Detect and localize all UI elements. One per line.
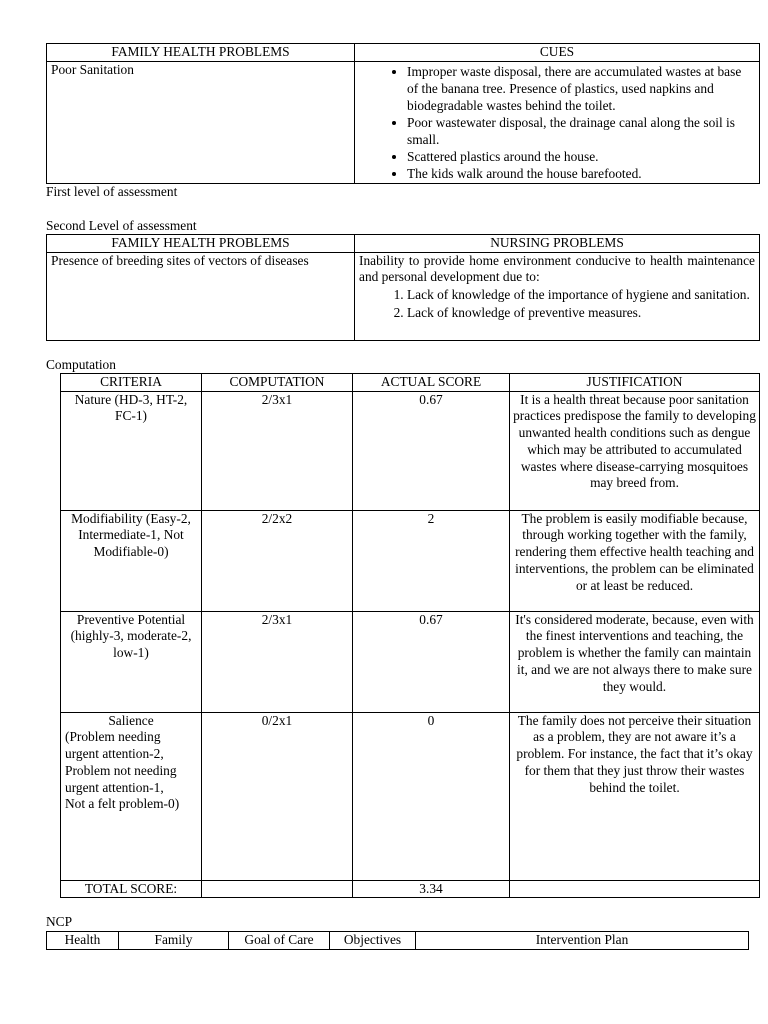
cues-cell: [355, 61, 760, 183]
score-cell: 0.67: [353, 611, 510, 712]
computation-cell: 2/3x1: [202, 391, 353, 510]
justification-cell: The family does not perceive their situation as a problem, they are not aware it’s a problem. For instance, the fact that it’s okay for them that they just throw their wastes behind the toilet.: [510, 712, 760, 880]
justification-cell: The problem is easily modifiable because, through working together with the family, rendering them effective health teaching and interventions, the problem can be eliminated or at least be reduced.: [510, 510, 760, 611]
table-row: [61, 712, 760, 880]
nursing-problem-cell: [355, 252, 760, 340]
justification-cell: It's considered moderate, because, even with the finest interventions and teaching, the problem is whether the family can maintain it, and we are not always there to make sure they would.: [510, 611, 760, 712]
problem-cell: Poor Sanitation: [47, 61, 355, 183]
header-family-health-problems: FAMILY HEALTH PROBLEMS: [47, 235, 355, 253]
header-cues: CUES: [355, 44, 760, 62]
computation-cell: 2/3x1: [202, 611, 353, 712]
criteria-line: Not a felt problem-0): [65, 796, 180, 812]
criteria-cell: Preventive Potential (highly-3, moderate-2, low-1): [61, 611, 202, 712]
table-row: [61, 510, 760, 611]
justification-cell: It is a health threat because poor sanitation practices predispose the family to developing unwanted health conditions such as dengue which may be attributed to accumulated wastes where disease-carrying mosquitoes may breed from.: [510, 391, 760, 510]
health-problems-cues-table: [46, 43, 760, 184]
cue-item: • Poor wastewater disposal, the drainage canal along the soil is small.: [407, 114, 755, 148]
header-actual-score: ACTUAL SCORE: [353, 374, 510, 392]
criteria-cell: [61, 712, 202, 880]
header-criteria: CRITERIA: [61, 374, 202, 392]
ncp-table: [46, 931, 749, 950]
computation-cell: 2/2x2: [202, 510, 353, 611]
criteria-line: (Problem needing urgent attention-2,: [65, 729, 164, 762]
header-objectives: Objectives: [330, 932, 416, 950]
nursing-problems-table: [46, 234, 760, 341]
empty-cell: [202, 880, 353, 898]
header-computation: COMPUTATION: [202, 374, 353, 392]
header-justification: JUSTIFICATION: [510, 374, 760, 392]
cue-item: • Scattered plastics around the house.: [407, 148, 755, 165]
table-row: [61, 391, 760, 510]
computation-table: [60, 373, 760, 898]
problem-cell: Presence of breeding sites of vectors of diseases: [47, 252, 355, 340]
score-cell: 0: [353, 712, 510, 880]
nursing-problem-intro: Inability to provide home environment conducive to health maintenance and personal development due to:: [359, 252, 755, 284]
second-level-label: Second Level of assessment: [46, 218, 197, 233]
total-label: TOTAL SCORE:: [61, 880, 202, 898]
ncp-label: NCP: [46, 914, 73, 929]
table-row: [61, 611, 760, 712]
header-family-health-problems: FAMILY HEALTH PROBLEMS: [47, 44, 355, 62]
criteria-cell: Modifiability (Easy-2, Intermediate-1, Not Modifiable-0): [61, 510, 202, 611]
computation-label: Computation: [46, 357, 116, 372]
header-family: Family: [119, 932, 229, 950]
cue-item: • The kids walk around the house barefooted.: [407, 165, 755, 182]
header-intervention-plan: Intervention Plan: [416, 932, 749, 950]
header-goal-of-care: Goal of Care: [229, 932, 330, 950]
criteria-cell: Nature (HD-3, HT-2, FC-1): [61, 391, 202, 510]
criteria-line: Problem not needing urgent attention-1,: [65, 762, 177, 795]
score-cell: 0.67: [353, 391, 510, 510]
criteria-title: Salience: [108, 712, 154, 728]
computation-cell: 0/2x1: [202, 712, 353, 880]
header-health: Health: [47, 932, 119, 950]
header-nursing-problems: NURSING PROBLEMS: [355, 235, 760, 253]
total-value: 3.34: [353, 880, 510, 898]
nursing-problem-item: 2. Lack of knowledge of preventive measures.: [407, 304, 755, 322]
empty-cell: [510, 880, 760, 898]
nursing-problem-item: 1. Lack of knowledge of the importance of hygiene and sanitation.: [407, 286, 755, 304]
total-row: [61, 880, 760, 898]
cues-list: [359, 63, 755, 182]
cue-item: • Improper waste disposal, there are accumulated wastes at base of the banana tree. Presence of plastics, used napkins and biodegradable wastes behind the toilet.: [407, 63, 755, 114]
first-level-label: First level of assessment: [46, 184, 178, 199]
nursing-problem-list: [359, 286, 755, 322]
score-cell: 2: [353, 510, 510, 611]
